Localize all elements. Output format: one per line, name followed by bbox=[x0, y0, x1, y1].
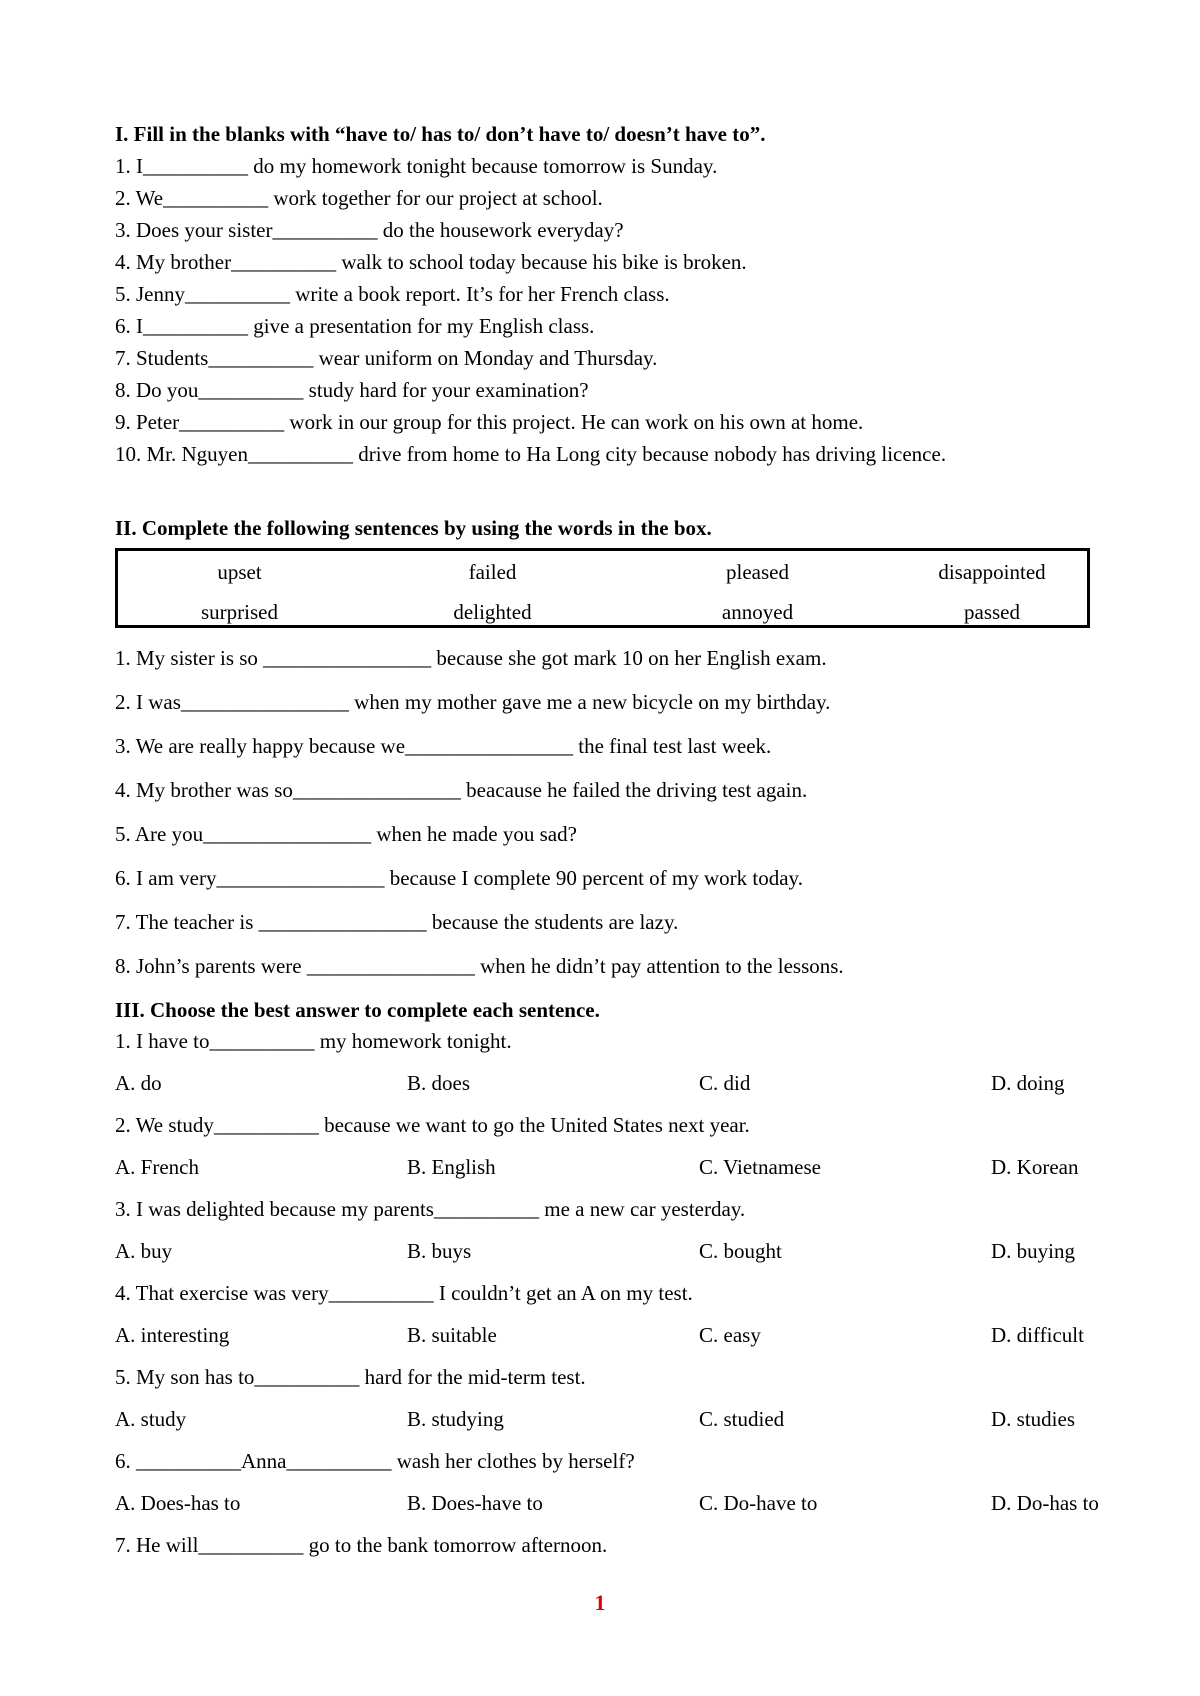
exercise-item: 1. My sister is so ________________ because she got mark 10 on her English exam. bbox=[115, 646, 827, 670]
option-d: D. Korean bbox=[991, 1155, 1079, 1179]
question: 1. I have to__________ my homework tonight. bbox=[115, 1029, 512, 1053]
section-1-heading: I. Fill in the blanks with “have to/ has to/ don’t have to/ doesn’t have to”. bbox=[115, 122, 766, 146]
word-box-item: annoyed bbox=[721, 600, 794, 624]
question: 2. We study__________ because we want to go the United States next year. bbox=[115, 1113, 750, 1137]
option-c: C. did bbox=[699, 1071, 751, 1095]
option-c: C. studied bbox=[699, 1407, 785, 1431]
exercise-item: 6. I__________ give a presentation for my English class. bbox=[115, 314, 595, 338]
exercise-item: 3. Does your sister__________ do the housework everyday? bbox=[115, 218, 624, 242]
option-d: D. difficult bbox=[991, 1323, 1084, 1347]
section-2 bbox=[115, 636, 1105, 988]
option-b: B. Does-have to bbox=[407, 1491, 543, 1515]
exercise-item: 10. Mr. Nguyen__________ drive from home to Ha Long city because nobody has driving licence. bbox=[115, 442, 947, 466]
option-d: D. buying bbox=[991, 1239, 1075, 1263]
page-number: 1 bbox=[594, 1590, 606, 1615]
option-a: A. do bbox=[115, 1071, 162, 1095]
answer-options bbox=[115, 1482, 1105, 1524]
option-a: A. French bbox=[115, 1155, 199, 1179]
word-box-item: surprised bbox=[201, 600, 278, 624]
question: 5. My son has to__________ hard for the mid-term test. bbox=[115, 1365, 586, 1389]
exercise-item: 5. Are you________________ when he made you sad? bbox=[115, 822, 577, 846]
section-1 bbox=[115, 118, 1105, 470]
option-b: B. English bbox=[407, 1155, 496, 1179]
option-d: D. studies bbox=[991, 1407, 1075, 1431]
word-box-item: passed bbox=[964, 600, 1020, 624]
exercise-item: 3. We are really happy because we________________ the final test last week. bbox=[115, 734, 772, 758]
word-box bbox=[115, 548, 1090, 628]
option-b: B. suitable bbox=[407, 1323, 497, 1347]
question: 4. That exercise was very__________ I couldn’t get an A on my test. bbox=[115, 1281, 693, 1305]
option-b: B. buys bbox=[407, 1239, 472, 1263]
word-box-item: upset bbox=[217, 560, 262, 584]
answer-options bbox=[115, 1146, 1105, 1188]
section-3-heading: III. Choose the best answer to complete each sentence. bbox=[115, 998, 600, 1022]
exercise-item: 7. Students__________ wear uniform on Monday and Thursday. bbox=[115, 346, 658, 370]
exercise-item: 2. We__________ work together for our project at school. bbox=[115, 186, 603, 210]
option-d: D. Do-has to bbox=[991, 1491, 1099, 1515]
exercise-item: 8. Do you__________ study hard for your examination? bbox=[115, 378, 589, 402]
exercise-item: 9. Peter__________ work in our group for this project. He can work on his own at home. bbox=[115, 410, 864, 434]
question: 6. __________Anna__________ wash her clothes by herself? bbox=[115, 1449, 635, 1473]
exercise-item: 6. I am very________________ because I complete 90 percent of my work today. bbox=[115, 866, 803, 890]
option-a: A. study bbox=[115, 1407, 187, 1431]
option-c: C. Vietnamese bbox=[699, 1155, 821, 1179]
option-b: B. does bbox=[407, 1071, 470, 1095]
option-c: C. bought bbox=[699, 1239, 782, 1263]
option-c: C. Do-have to bbox=[699, 1491, 818, 1515]
word-box-item: pleased bbox=[726, 560, 789, 584]
option-a: A. interesting bbox=[115, 1323, 230, 1347]
option-b: B. studying bbox=[407, 1407, 504, 1431]
option-a: A. buy bbox=[115, 1239, 173, 1263]
word-box-item: delighted bbox=[453, 600, 532, 624]
section-2-heading: II. Complete the following sentences by using the words in the box. bbox=[115, 516, 712, 540]
exercise-item: 4. My brother__________ walk to school today because his bike is broken. bbox=[115, 250, 747, 274]
exercise-item: 8. John’s parents were ________________ when he didn’t pay attention to the lessons. bbox=[115, 954, 844, 978]
exercise-item: 4. My brother was so________________ beacause he failed the driving test again. bbox=[115, 778, 808, 802]
worksheet-page bbox=[115, 118, 1105, 1566]
question: 7. He will__________ go to the bank tomorrow afternoon. bbox=[115, 1533, 608, 1557]
answer-options bbox=[115, 1398, 1105, 1440]
exercise-item: 7. The teacher is ________________ because the students are lazy. bbox=[115, 910, 679, 934]
word-box-item: disappointed bbox=[938, 560, 1046, 584]
exercise-item: 1. I__________ do my homework tonight because tomorrow is Sunday. bbox=[115, 154, 718, 178]
exercise-item: 5. Jenny__________ write a book report. It’s for her French class. bbox=[115, 282, 670, 306]
answer-options bbox=[115, 1314, 1105, 1356]
answer-options bbox=[115, 1230, 1105, 1272]
exercise-item: 2. I was________________ when my mother gave me a new bicycle on my birthday. bbox=[115, 690, 831, 714]
section-3 bbox=[115, 1020, 1105, 1566]
option-a: A. Does-has to bbox=[115, 1491, 241, 1515]
option-d: D. doing bbox=[991, 1071, 1065, 1095]
option-c: C. easy bbox=[699, 1323, 761, 1347]
answer-options bbox=[115, 1062, 1105, 1104]
question: 3. I was delighted because my parents__________ me a new car yesterday. bbox=[115, 1197, 746, 1221]
word-box-item: failed bbox=[468, 560, 517, 584]
